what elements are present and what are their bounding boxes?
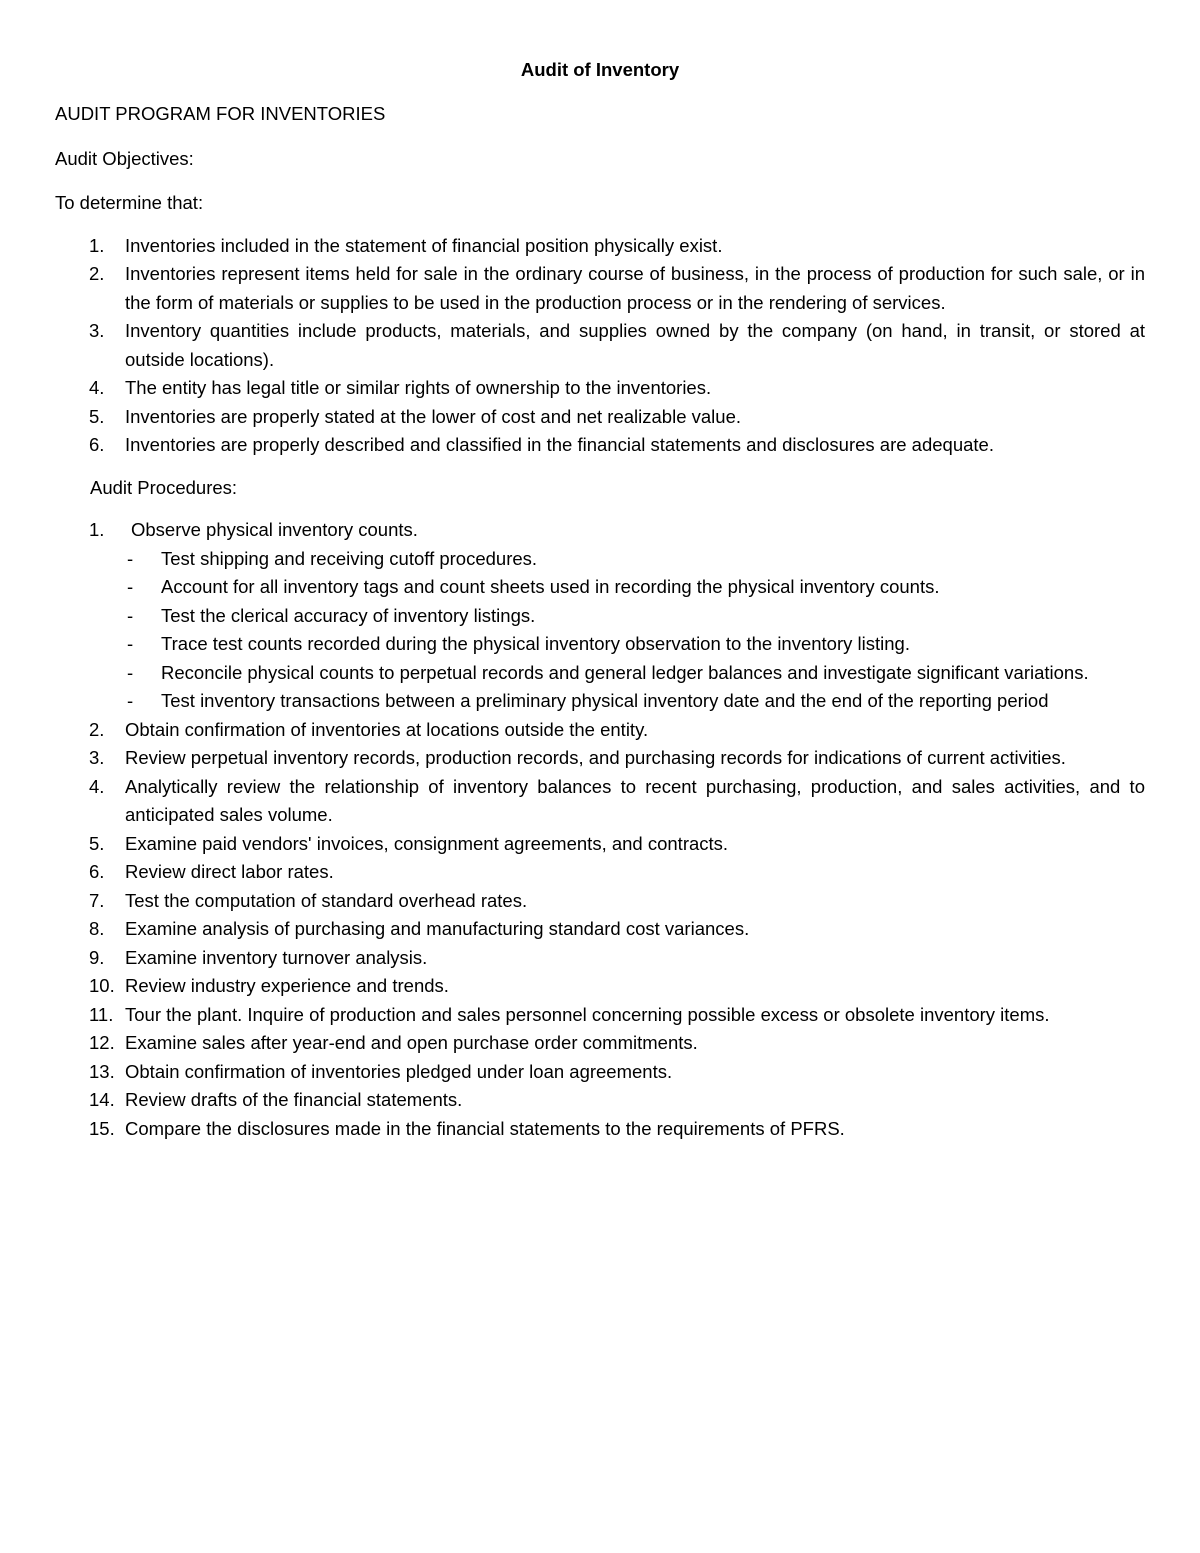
list-item: 3. Review perpetual inventory records, production records, and purchasing records for indications of current activities.	[89, 747, 1066, 768]
objectives-lead-in: To determine that:	[55, 192, 204, 213]
sub-list-item: - Reconcile physical counts to perpetual records and general ledger balances and investigate significant variations.	[127, 661, 1089, 683]
sub-list-item: - Test the clerical accuracy of inventory listings.	[127, 604, 536, 626]
list-item: 11. Tour the plant. Inquire of production and sales personnel concerning possible excess or obsolete inventory items.	[89, 1003, 1050, 1025]
list-item: 5. Examine paid vendors' invoices, consignment agreements, and contracts.	[89, 832, 729, 854]
list-item: 4. The entity has legal title or similar rights of ownership to the inventories.	[89, 377, 712, 398]
list-item: 2. Inventories represent items held for sale in the ordinary course of business, in the process of production for such sale, or in the form of materials or supplies to be used in the production process or in the rendering of services.	[89, 263, 1145, 313]
sub-list-item: - Account for all inventory tags and count sheets used in recording the physical inventory counts.	[127, 576, 940, 597]
list-item: 13. Obtain confirmation of inventories pledged under loan agreements.	[89, 1060, 673, 1082]
list-item: 14. Review drafts of the financial statements.	[89, 1089, 463, 1110]
list-item: 5. Inventories are properly stated at the lower of cost and net realizable value.	[89, 405, 741, 427]
sub-list-item: - Test shipping and receiving cutoff procedures.	[127, 547, 538, 569]
list-item: 15. Compare the disclosures made in the financial statements to the requirements of PFRS.	[89, 1117, 845, 1139]
list-item: 8. Examine analysis of purchasing and manufacturing standard cost variances.	[89, 918, 750, 939]
procedures-list	[55, 516, 1145, 1143]
list-item: 4. Analytically review the relationship of inventory balances to recent purchasing, production, and sales activities, and to anticipated sales volume.	[89, 775, 1145, 825]
list-item: 1. Observe physical inventory counts. - Test shipping and receiving cutoff procedures. - Account for all inventory tags and count sheets used in recording the physical inventory counts. - Test the clerical accuracy of inventory listings. - Trace test counts recorded during the physical inventory observation to the inventory listing. - Reconcile physical counts to perpetual records and general ledger balances and investigate significant variations. - Test inventory transactions between a preliminary physical inventory date and the end of the reporting period	[55, 516, 1145, 716]
list-item: 6. Review direct labor rates.	[89, 861, 334, 882]
list-item: 3. Inventory quantities include products, materials, and supplies owned by the company (on hand, in transit, or stored at outside locations).	[89, 320, 1145, 370]
list-item: 7. Test the computation of standard overhead rates.	[89, 889, 528, 911]
list-item: 10. Review industry experience and trends.	[89, 975, 449, 996]
list-item: 2. Obtain confirmation of inventories at locations outside the entity.	[89, 718, 649, 740]
procedures-heading: Audit Procedures:	[90, 476, 238, 498]
list-item: 9. Examine inventory turnover analysis.	[89, 946, 428, 968]
objectives-list	[55, 232, 1145, 460]
objectives-heading: Audit Objectives:	[55, 147, 194, 169]
sub-list-item: - Trace test counts recorded during the physical inventory observation to the inventory listing.	[127, 633, 910, 654]
sub-list-item: - Test inventory transactions between a preliminary physical inventory date and the end of the reporting period	[127, 690, 1049, 711]
observation-sub-list	[125, 545, 1145, 716]
list-item: 12. Examine sales after year-end and open purchase order commitments.	[89, 1032, 698, 1053]
program-heading: AUDIT PROGRAM FOR INVENTORIES	[55, 103, 386, 124]
document-title: Audit of Inventory	[520, 59, 680, 80]
list-item: 6. Inventories are properly described and classified in the financial statements and disclosures are adequate.	[89, 434, 994, 455]
document-page	[55, 56, 1145, 1143]
list-item: 1. Inventories included in the statement of financial position physically exist.	[89, 234, 723, 256]
